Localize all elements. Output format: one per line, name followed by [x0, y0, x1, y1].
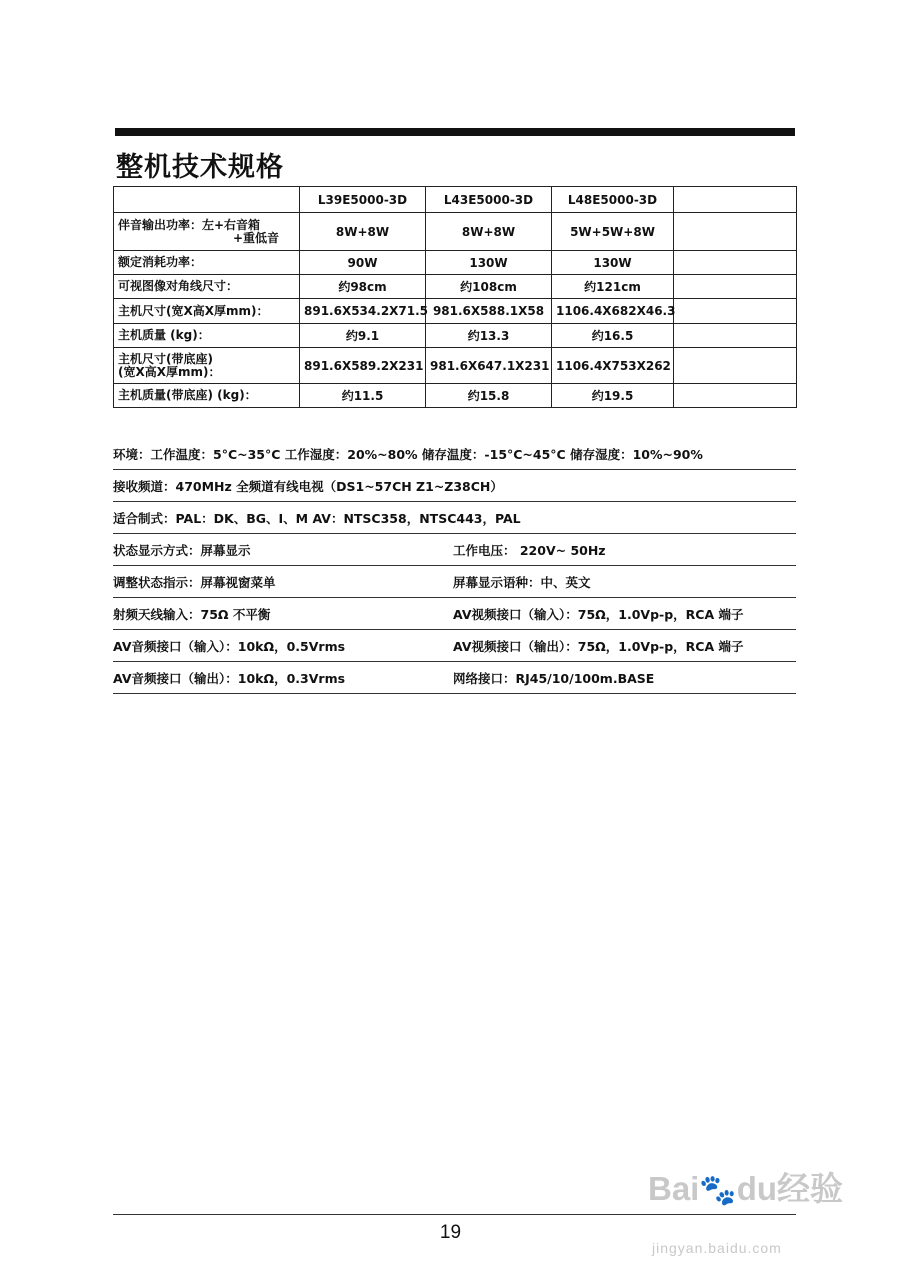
value-cell: 8W+8W	[426, 213, 552, 251]
watermark-url: jingyan.baidu.com	[652, 1240, 782, 1256]
spec-line-av-out	[113, 662, 796, 694]
value-cell	[674, 348, 797, 384]
row-label-line: +重低音	[232, 230, 279, 245]
row-label-line: (宽X高X厚mm)：	[118, 364, 221, 379]
table-row	[114, 275, 797, 299]
value-cell: 130W	[426, 251, 552, 275]
value-cell: 5W+5W+8W	[552, 213, 674, 251]
value-cell: 8W+8W	[300, 213, 426, 251]
table-row	[114, 348, 797, 384]
spec-table	[113, 186, 797, 408]
row-label-line: 主机尺寸(宽X高X厚mm)：	[118, 303, 269, 318]
header-cell	[114, 187, 300, 213]
av-video-in-text: AV视频接口（输入）：75Ω，1.0Vp-p，RCA 端子	[453, 606, 744, 622]
rf-input-text: 射频天线输入：75Ω 不平衡	[113, 606, 271, 622]
value-cell	[674, 384, 797, 408]
spec-line-rf	[113, 598, 796, 630]
row-label	[114, 299, 300, 324]
header-rule	[115, 128, 795, 136]
av-audio-out-text: AV音频接口（输出）：10kΩ，0.3Vrms	[113, 670, 346, 686]
value-cell: 130W	[552, 251, 674, 275]
channels-text: 接收频道：470MHz 全频道有线电视（DS1~57CH Z1~Z38CH）	[113, 478, 503, 494]
table-row	[114, 251, 797, 275]
paw-icon: 🐾	[699, 1174, 737, 1207]
value-cell: 1106.4X682X46.3	[552, 299, 674, 324]
row-label	[114, 275, 300, 299]
row-label-line: 可视图像对角线尺寸：	[118, 279, 239, 293]
page-title: 整机技术规格	[116, 152, 284, 183]
value-cell: 981.6X588.1X58	[426, 299, 552, 324]
spec-line-environment	[113, 438, 796, 470]
av-video-out-text: AV视频接口（输出）：75Ω，1.0Vp-p，RCA 端子	[453, 638, 744, 654]
environment-text: 环境：工作温度：5°C~35°C 工作湿度：20%~80% 储存温度：-15°C~45°C 储存湿度：10%~90%	[113, 446, 703, 462]
value-cell: 891.6X534.2X71.5	[300, 299, 426, 324]
spec-line-systems	[113, 502, 796, 534]
table-row	[114, 384, 797, 408]
value-cell: 约121cm	[552, 275, 674, 299]
value-cell: 约98cm	[300, 275, 426, 299]
value-cell: 981.6X647.1X231	[426, 348, 552, 384]
value-cell: 约19.5	[552, 384, 674, 408]
spec-line-adjust	[113, 566, 796, 598]
row-label-line: 伴音输出功率：左+右音箱	[118, 217, 261, 232]
row-label-line: 主机尺寸(带底座)	[118, 351, 213, 366]
adjust-indication-text: 调整状态指示：屏幕视窗菜单	[113, 574, 276, 590]
row-label-line: 额定消耗功率：	[118, 255, 203, 269]
spec-line-av-in	[113, 630, 796, 662]
watermark-brand: Bai	[648, 1170, 700, 1207]
table-row	[114, 213, 797, 251]
value-cell: 约9.1	[300, 324, 426, 348]
watermark-brand-end: du	[736, 1170, 778, 1207]
row-label	[114, 348, 300, 384]
table-row	[114, 324, 797, 348]
table-row	[114, 299, 797, 324]
value-cell: 约15.8	[426, 384, 552, 408]
model-l39-header: L39E5000-3D	[300, 187, 426, 213]
row-label-line: 主机质量 (kg)：	[118, 328, 210, 342]
value-cell: 90W	[300, 251, 426, 275]
osd-language-text: 屏幕显示语种：中、英文	[453, 574, 591, 590]
table-header-row	[114, 187, 797, 213]
model-l43-header: L43E5000-3D	[426, 187, 552, 213]
value-cell: 约13.3	[426, 324, 552, 348]
model-l48-header: L48E5000-3D	[552, 187, 674, 213]
page-number: 19	[439, 1222, 462, 1243]
row-label	[114, 213, 300, 251]
value-cell: 约11.5	[300, 384, 426, 408]
value-cell: 约16.5	[552, 324, 674, 348]
value-cell: 891.6X589.2X231	[300, 348, 426, 384]
spec-list	[113, 438, 796, 694]
status-display-text: 状态显示方式：屏幕显示	[113, 542, 251, 558]
baidu-jingyan-watermark	[648, 1172, 843, 1208]
value-cell	[674, 213, 797, 251]
spec-line-channels	[113, 470, 796, 502]
working-voltage-text: 工作电压： 220V~ 50Hz	[453, 542, 606, 558]
systems-text: 适合制式：PAL：DK、BG、I、M AV：NTSC358，NTSC443，PAL	[113, 510, 521, 526]
value-cell	[674, 324, 797, 348]
av-audio-in-text: AV音频接口（输入）：10kΩ，0.5Vrms	[113, 638, 346, 654]
network-text: 网络接口：RJ45/10/100m.BASE	[453, 670, 655, 686]
row-label	[114, 251, 300, 275]
watermark-suffix: 经验	[777, 1170, 844, 1207]
row-label	[114, 324, 300, 348]
value-cell	[674, 299, 797, 324]
value-cell	[674, 251, 797, 275]
value-cell: 约108cm	[426, 275, 552, 299]
row-label	[114, 384, 300, 408]
footer-rule	[113, 1214, 796, 1215]
header-cell	[674, 187, 797, 213]
value-cell	[674, 275, 797, 299]
row-label-line: 主机质量(带底座) (kg)：	[118, 388, 257, 402]
value-cell: 1106.4X753X262	[552, 348, 674, 384]
spec-line-display	[113, 534, 796, 566]
